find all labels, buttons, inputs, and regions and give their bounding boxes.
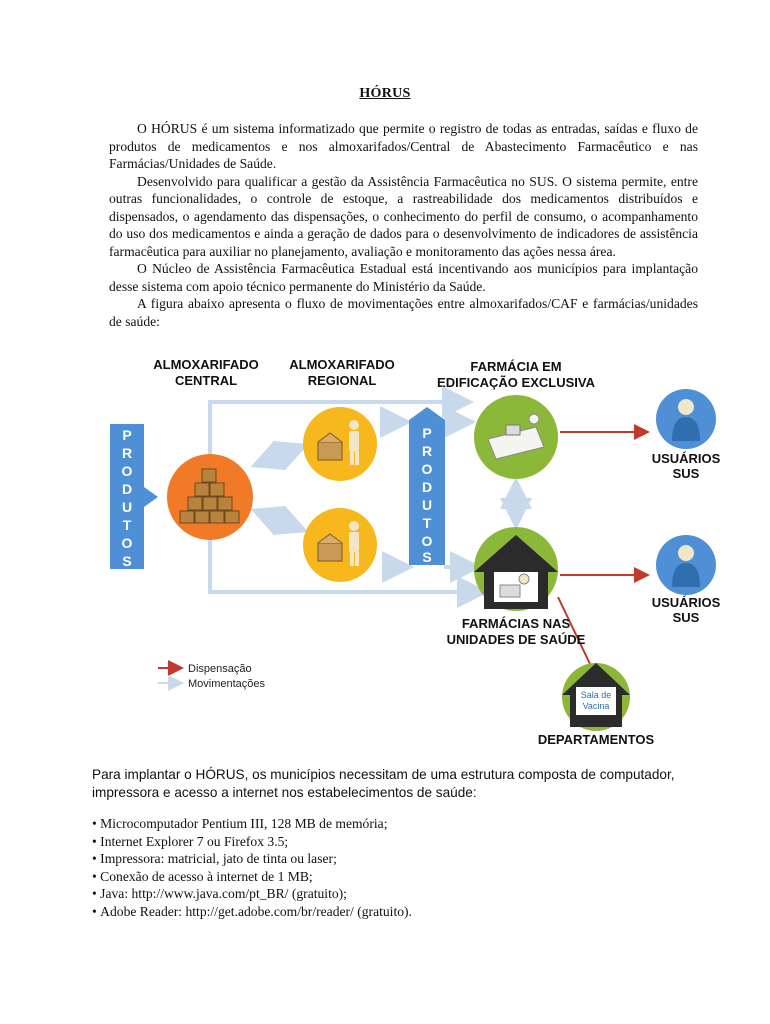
svg-text:SUS: SUS (672, 466, 700, 481)
svg-text:ALMOXARIFADO: ALMOXARIFADO (153, 357, 259, 372)
paragraph-3: O Núcleo de Assistência Farmacêutica Estadual está incentivando aos municípios para implantação desse sistema com apoio técnico permanente do Ministério da Saúde. (109, 261, 698, 294)
svg-text:CENTRAL: CENTRAL (174, 373, 238, 388)
almox-regional-icon-top (303, 407, 377, 481)
list-item: • Adobe Reader: http://get.adobe.com/br/reader/ (gratuito). (92, 903, 412, 921)
svg-text:REGIONAL: REGIONAL (307, 373, 377, 388)
svg-text:SUS: SUS (672, 610, 700, 625)
legend-movimentacoes: Movimentações (188, 678, 266, 690)
svg-text:USUÁRIOS: USUÁRIOS (651, 451, 721, 466)
legend (158, 663, 266, 690)
svg-text:O: O (121, 535, 133, 551)
svg-text:O: O (121, 463, 133, 479)
list-item: • Impressora: matricial, jato de tinta ou laser; (92, 850, 412, 868)
svg-text:O: O (421, 533, 433, 549)
farmacia-exclusiva-icon (474, 395, 558, 479)
farmacias-unidades-icon (474, 527, 558, 611)
document-title: HÓRUS (359, 86, 411, 101)
svg-text:Sala de: Sala de (580, 690, 612, 700)
svg-text:FARMÁCIA EM: FARMÁCIA EM (470, 359, 562, 374)
svg-text:R: R (121, 445, 133, 461)
requirements-intro: Para implantar o HÓRUS, os municípios necessitam de uma estrutura composta de computador, impressora e acesso a internet nos estabelecimentos de saúde: (92, 767, 675, 800)
svg-text:D: D (421, 479, 433, 495)
usuarios-sus-icon-2 (656, 535, 716, 595)
usuarios-sus-label-1 (652, 451, 721, 481)
svg-text:S: S (122, 553, 132, 569)
produtos-banner-mid (409, 407, 445, 565)
svg-text:P: P (122, 427, 132, 443)
svg-text:USUÁRIOS: USUÁRIOS (651, 595, 721, 610)
svg-text:R: R (421, 443, 433, 459)
list-item: • Microcomputador Pentium III, 128 MB de memória; (92, 815, 412, 833)
svg-text:O: O (421, 461, 433, 477)
list-item: • Conexão de acesso à internet de 1 MB; (92, 868, 412, 886)
svg-text:U: U (121, 499, 133, 515)
svg-text:T: T (122, 517, 132, 533)
svg-text:ALMOXARIFADO: ALMOXARIFADO (289, 357, 395, 372)
svg-text:U: U (421, 497, 433, 513)
produtos-banner-left (110, 424, 158, 569)
usuarios-sus-icon-1 (656, 389, 716, 449)
farmacias-unidades-label (447, 616, 586, 647)
list-item: • Java: http://www.java.com/pt_BR/ (gratuito); (92, 885, 412, 903)
legend-dispensacao: Dispensação (188, 663, 252, 675)
svg-text:D: D (121, 481, 133, 497)
svg-text:P: P (422, 425, 432, 441)
svg-text:S: S (422, 549, 432, 565)
almox-central-label (153, 357, 258, 388)
paragraph-4: A figura abaixo apresenta o fluxo de movimentações entre almoxarifados/CAF e farmácias/unidades de saúde: (109, 296, 698, 329)
intro-text (109, 120, 698, 330)
list-item: • Internet Explorer 7 ou Firefox 3.5; (92, 833, 412, 851)
requirements-list (92, 815, 412, 920)
svg-text:EDIFICAÇÃO EXCLUSIVA: EDIFICAÇÃO EXCLUSIVA (437, 375, 595, 390)
svg-text:T: T (422, 515, 432, 531)
farmacia-exclusiva-label (437, 359, 596, 390)
svg-text:Vacina: Vacina (582, 701, 610, 711)
flow-diagram (96, 347, 746, 752)
paragraph-1: O HÓRUS é um sistema informatizado que permite o registro de todas as entradas, saídas e fluxo de produtos de medicamentos e nos almoxarifados/Central de Abastecimento Farmacêutico e nas Farmácias/Unidades de Saúde. (109, 121, 698, 171)
dispensacao-arrows (558, 432, 646, 687)
departamentos-icon (562, 663, 630, 731)
paragraph-2: Desenvolvido para qualificar a gestão da Assistência Farmacêutica no SUS. O sistema permite, entre outras funcionalidades, o controle de estoque, a rastreabilidade dos medicamentos distribuídos e dispensados, o agendamento das dispensações, o conhecimento do perfil de consumo, o acompanhamento do uso dos medicamentos e ainda a geração de dados para o desenvolvimento de indicadores de assistência farmacêutica para auxiliar no planejamento, avaliação e monitoramento das ações nessa área. (109, 173, 698, 259)
almox-central-icon (167, 454, 253, 540)
svg-text:FARMÁCIAS NAS: FARMÁCIAS NAS (461, 616, 571, 631)
departamentos-label: DEPARTAMENTOS (537, 732, 655, 747)
almox-regional-label (289, 357, 394, 388)
svg-text:UNIDADES DE SAÚDE: UNIDADES DE SAÚDE (446, 632, 586, 647)
usuarios-sus-label-2 (652, 595, 721, 625)
almox-regional-icon-bottom (303, 508, 377, 582)
